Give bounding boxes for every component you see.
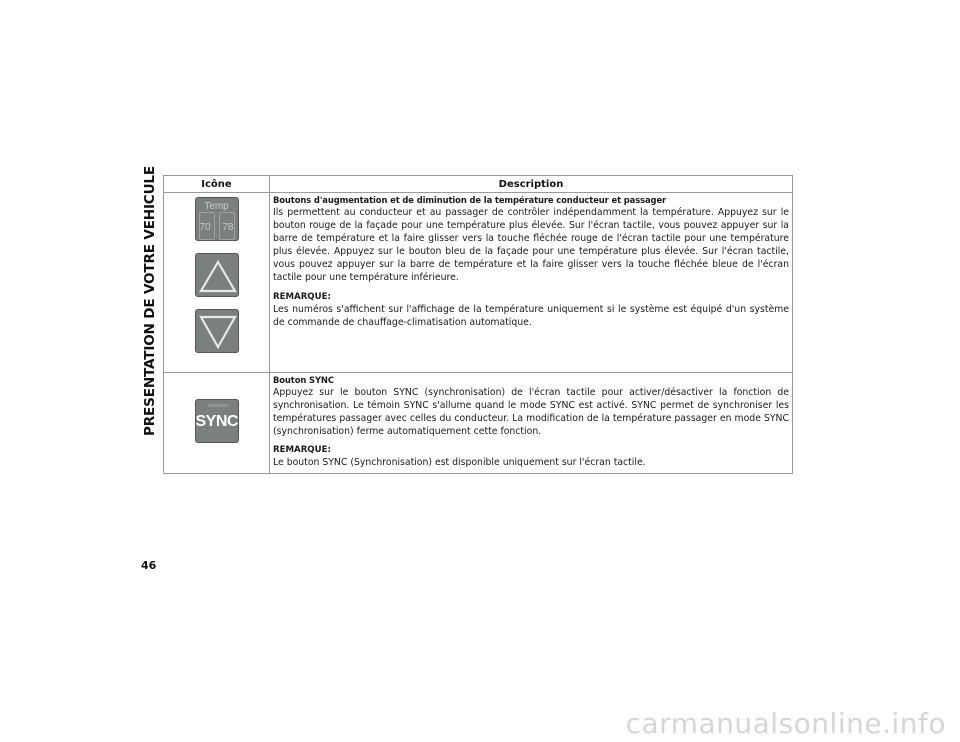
temp-right-value: 78 — [222, 222, 234, 233]
row-body: Ils permettent au conducteur et au passager de contrôler indépendamment la température. Appuyez sur le bouton rouge de la façade pour une température plus élevée. Sur l'écran tactile, vous pouvez appuyer sur la barre de température et la faire glisser vers la touche fléchée rouge de l'écran tactile pour une température plus élevée. Appuyez sur le bouton bleu de la façade pour une température plus élevée. Sur l'écran tactile, vous pouvez appuyer sur la barre de température et la faire glisser vers la touche fléchée bleue de l'écran tactile pour une température inférieure. — [273, 207, 789, 284]
icon-cell — [164, 193, 270, 373]
row-body: Appuyez sur le bouton SYNC (synchronisation) de l'écran tactile pour activer/désactiver la fonction de synchronisation. Le témoin SYNC s'allume quand le mode SYNC est activé. SYNC permet de synchroniser les températures passager avec celles du conducteur. La modification de la température passager en mode SYNC (synchronisation) ferme automatiquement cette fonction. — [273, 387, 789, 438]
note-text: Les numéros s'affichent sur l'affichage de la température uniquement si le système est équipé d'un système de commande de chauffage-climatisation automatique. — [273, 303, 789, 328]
description-cell — [270, 373, 793, 474]
triangle-up-icon — [195, 253, 239, 297]
note-label: REMARQUE: — [273, 291, 331, 302]
temp-label: Temp — [204, 201, 229, 212]
table-row — [164, 373, 793, 474]
page-number: 46 — [141, 559, 157, 572]
watermark: carmanualsonline.info — [625, 707, 946, 740]
table-header-row — [164, 176, 793, 193]
header-description: Description — [270, 176, 793, 193]
icon-cell — [164, 373, 270, 474]
temp-left-value: 70 — [199, 222, 211, 233]
icon-description-table — [163, 175, 793, 474]
temperature-button-icon — [195, 197, 239, 241]
row-title: Bouton SYNC — [273, 375, 334, 385]
row-title: Boutons d'augmentation et de diminution de la température conducteur et passager — [273, 195, 667, 205]
header-icon: Icône — [164, 176, 270, 193]
description-cell — [270, 193, 793, 373]
side-title-text: PRESENTATION DE VOTRE VEHICULE — [142, 166, 159, 436]
sync-button-icon — [195, 399, 239, 443]
note-text: Le bouton SYNC (Synchronisation) est disponible uniquement sur l'écran tactile. — [273, 457, 646, 469]
triangle-down-icon — [195, 309, 239, 353]
note-label: REMARQUE: — [273, 445, 331, 456]
sync-label: SYNC — [195, 413, 238, 430]
section-side-title — [138, 166, 162, 436]
table-row — [164, 193, 793, 373]
